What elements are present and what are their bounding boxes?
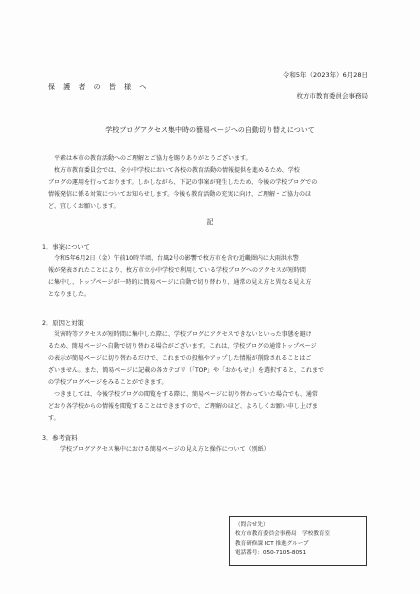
contact-label: （問合せ先） bbox=[235, 522, 269, 528]
section-line: の学校ブログページをみることができます。 bbox=[48, 379, 168, 386]
intro-line: 枚方市教育委員会では、全小中学校において各校の教育活動の情報提供を進めるため、学校 bbox=[54, 167, 300, 174]
sender-line: 枚方市教育委員会事務局 bbox=[296, 92, 368, 100]
section-line: 災害時等アクセスが短時間に集中した際に、学校ブログにアクセスできないといった事態を避け bbox=[54, 331, 312, 338]
section-line: す。 bbox=[48, 415, 60, 422]
contact-box bbox=[229, 516, 367, 566]
section-body bbox=[48, 253, 366, 301]
section-heading: 2．原因と対策 bbox=[42, 320, 84, 327]
contact-dept: 教育研修課 ICT 推進グループ bbox=[235, 540, 309, 547]
reference-item: 学校ブログアクセス集中における簡易ページの見え方と操作について（別紙） bbox=[60, 446, 270, 453]
recipient-line: 保 護 者 の 皆 様 へ bbox=[48, 83, 150, 91]
intro-paragraph bbox=[48, 153, 366, 213]
intro-line: 平素は本市の教育活動へのご理解とご協力を賜りありがとうございます。 bbox=[54, 155, 252, 162]
section-heading: 3．参考資料 bbox=[42, 435, 78, 442]
section-body bbox=[48, 444, 366, 456]
contact-org: 枚方市教育委員会事務局 学校教育室 bbox=[235, 531, 331, 538]
section-line: に集中し、トップページが一時的に簡易ページに自動で切り替わり、通常の見え方と異なる見え方 bbox=[48, 279, 312, 286]
section-line: の表示が簡易ページに切り替わるだけで、これまでの投稿やアップした情報が削除されることはご bbox=[48, 355, 312, 362]
section-heading: 1．事案について bbox=[42, 244, 90, 251]
section-line: るため、簡易ページへ自動で切り替わる場合がございます。これは、学校ブログの通常トップページ bbox=[48, 343, 317, 350]
intro-line: 情報発信に係る対策についてお知らせします。今後も教育活動の充実に向け、ご理解・ご協力のほ bbox=[48, 191, 311, 198]
intro-line: ブログの運用を行っております。しかしながら、下記の事案が発生したため、今後の学校ブログでの bbox=[48, 179, 318, 186]
contact-phone: 電話番号：050-7105-8051 bbox=[235, 550, 307, 557]
ki-marker: 記 bbox=[206, 218, 214, 226]
document-date: 令和5年（2023年）6月28日 bbox=[282, 71, 368, 79]
section-line: 報が発表されたことにより、枚方市立小中学校で利用している学校ブログへのアクセスが短時間 bbox=[48, 267, 306, 274]
section-line: どおり各学校からの情報を閲覧することはできますので、ご理解のほど、よろしくお願い申し上げま bbox=[48, 403, 318, 410]
section-line: 令和5年6月2日（金）午前10時半頃、台風2号の影響で枚方市を含む近畿圏内に大雨洪水警 bbox=[54, 255, 299, 262]
document-title: 学校ブログアクセス集中時の簡易ページへの自動切り替えについて bbox=[105, 126, 315, 134]
section-line: ざいません。また、簡易ページに記載の各カテゴリ（「TOP」や「おかもせ」）を選択すると、これまで bbox=[48, 367, 325, 374]
intro-line: ど、宜しくお願いします。 bbox=[48, 203, 120, 210]
section-body bbox=[48, 329, 366, 425]
section-line: となりました。 bbox=[48, 291, 91, 298]
section-line: つきましては、今後学校ブログの閲覧をする際に、簡易ページに切り替わっていた場合でも、通常 bbox=[54, 391, 318, 398]
